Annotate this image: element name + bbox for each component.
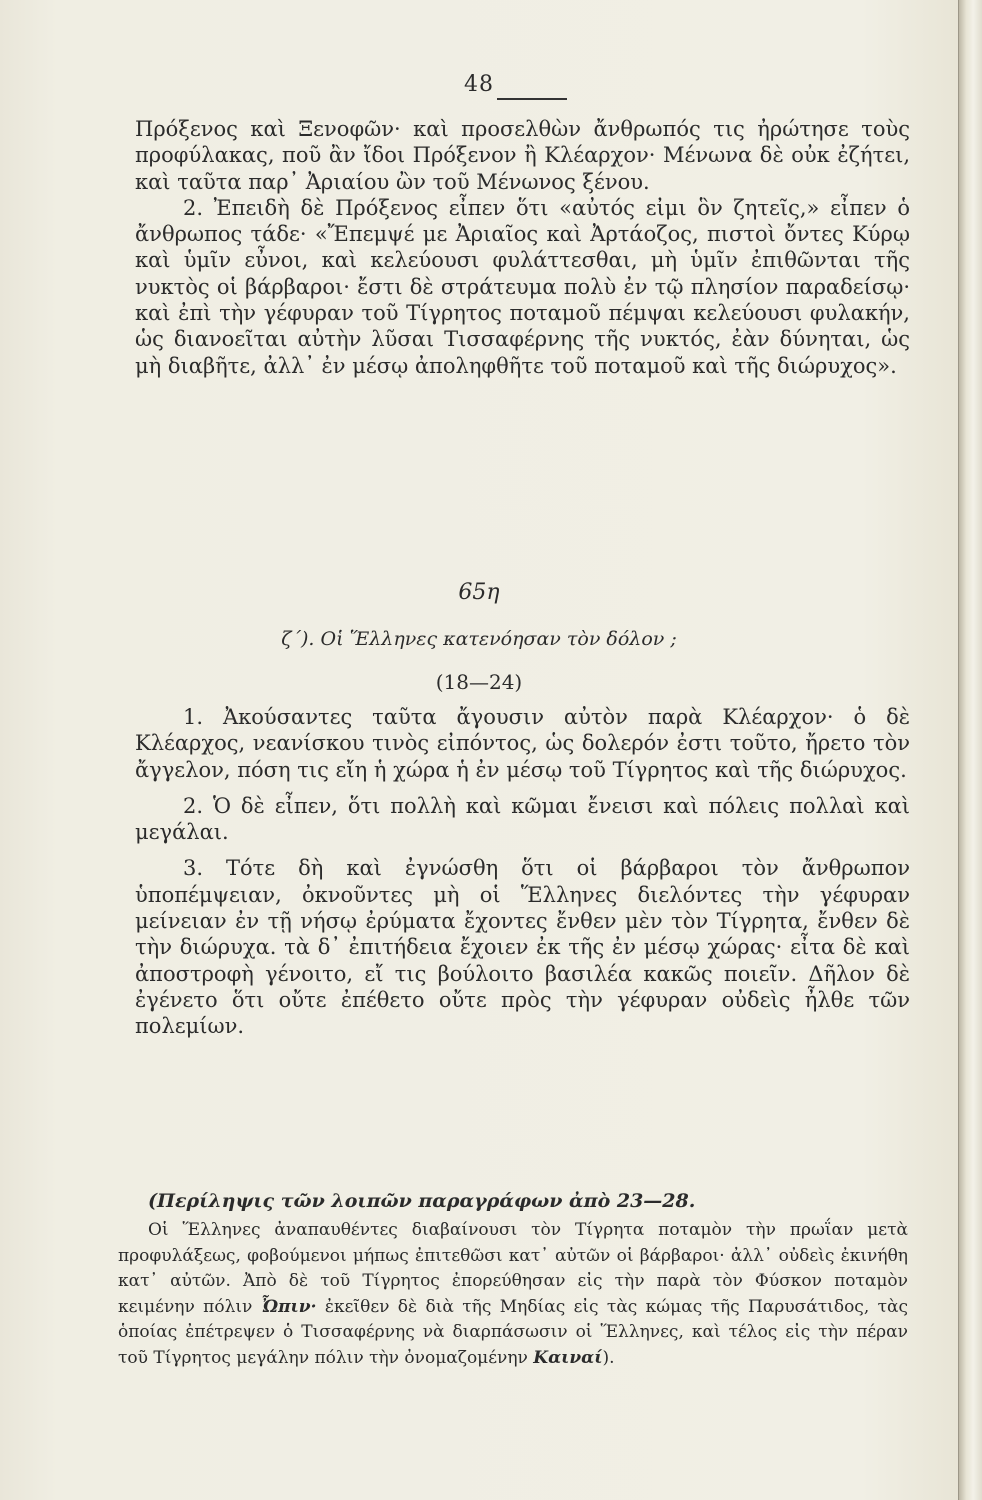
- summary-heading-text: (Περίληψις τῶν λοιπῶν παραγράφων ἀπὸ 23—28.: [148, 1190, 696, 1212]
- text-block-section: [135, 704, 910, 1040]
- place-kainai: Καιναί: [533, 1347, 603, 1368]
- summary-text-main: Οἱ Ἕλληνες ἀναπαυθέντες διαβαίνουσι τὸν Τίγρητα ποταμὸν τὴν πρωΐαν μετὰ προφυλάξεως, φοβούμενοι μήπως ἐπιτεθῶσι κατ᾽ αὐτῶν οἱ βάρβαροι· ἀλλ᾽ οὐδεὶς ἐκινήθη κατ᾽ αὐτῶν. Ἀπὸ δὲ τοῦ Τίγρητος ἐπορεύθησαν εἰς τὴν παρὰ τὸν Φύσκον ποταμὸν κειμένην πόλιν: [118, 1220, 908, 1317]
- section-paragraph-2: 2. Ὁ δὲ εἶπεν, ὅτι πολλὴ καὶ κῶμαι ἔνεισι καὶ πόλεις πολλαὶ καὶ μεγάλαι.: [135, 793, 910, 845]
- paragraph-2: 2. Ἐπειδὴ δὲ Πρόξενος εἶπεν ὅτι «αὐτός εἰμι ὃν ζητεῖς,» εἶπεν ὁ ἄνθρωπος τάδε· «Ἔπεμψέ με Ἀριαῖος καὶ Ἀρτάοζος, πιστοὶ ὄντες Κύρῳ καὶ ὑμῖν εὖνοι, καὶ κελεύουσι φυλάττεσθαι, μὴ ὑμῖν ἐπιθῶνται τῆς νυκτὸς οἱ βάρβαροι· ἔστι δὲ στράτευμα πολὺ ἐν τῷ πλησίον παραδείσῳ· καὶ ἐπὶ τὴν γέφυραν τοῦ Τίγρητος ποταμοῦ πέμψαι κελεύουσι φυλακήν, ὡς διανοεῖται αὐτὴν λῦσαι Τισσαφέρνης τῆς νυκτός, ἐὰν δύνηται, ὡς μὴ διαβῆτε, ἀλλ᾽ ἐν μέσῳ ἀποληφθῆτε τοῦ ποταμοῦ καὶ τῆς διώρυχος».: [135, 195, 910, 378]
- section-number: 65η: [458, 580, 500, 605]
- summary-text-end: ).: [602, 1347, 615, 1368]
- header-rule: [497, 98, 567, 100]
- summary-body: [118, 1218, 908, 1372]
- section-title: ζ΄). Οἱ Ἕλληνες κατενόησαν τὸν δόλον ;: [281, 628, 677, 650]
- page-edge: [958, 0, 982, 1500]
- top-paragraph: Πρόξενος καὶ Ξενοφῶν· καὶ προσελθὼν ἄνθρωπός τις ἠρώτησε τοὺς προφύλακας, ποῦ ἂν ἴδοι Πρόξενον ἢ Κλέαρχον· Μένωνα δὲ οὐκ ἐζήτει, καὶ ταῦτα παρ᾽ Ἀριαίου ὢν τοῦ Μένωνος ξένου.: [135, 117, 910, 194]
- summary-heading: [148, 1190, 695, 1212]
- section-paragraph-1: 1. Ἀκούσαντες ταῦτα ἄγουσιν αὐτὸν παρὰ Κλέαρχον· ὁ δὲ Κλέαρχος, νεανίσκου τινὸς εἰπόντος, ὡς δολερόν ἐστι τοῦτο, ἤρετο τὸν ἄγγελον, πόση τις εἴη ἡ χώρα ἡ ἐν μέσῳ τοῦ Τίγρητος καὶ τῆς διώρυχος.: [135, 705, 910, 782]
- page-number: 48: [464, 72, 494, 97]
- text-block-top: [135, 116, 910, 379]
- place-opis: Ὦπιν·: [260, 1296, 317, 1317]
- summary-text-mid: ἐκεῖθεν δὲ διὰ τῆς Μηδίας εἰς τὰς κώμας τῆς Παρυσάτιδος, τὰς ὁποίας ἐπέτρεψεν ὁ Τισσαφέρνης νὰ διαρπάσωσιν οἱ Ἕλληνες, καὶ τέλος εἰς τὴν πέραν τοῦ Τίγρητος μεγάλην πόλιν τὴν ὀνομαζομένην: [118, 1296, 908, 1368]
- section-range: (18—24): [435, 670, 523, 694]
- section-paragraph-3: 3. Τότε δὴ καὶ ἐγνώσθη ὅτι οἱ βάρβαροι τὸν ἄνθρωπον ὑποπέμψειαν, ὀκνοῦντες μὴ οἱ Ἕλληνες διελόντες τὴν γέφυραν μείνειαν ἐν τῇ νήσῳ ἐρύματα ἔχοντες ἔνθεν μὲν τὸν Τίγρητα, ἔνθεν δὲ τὴν διώρυχα. τὰ δ᾽ ἐπιτήδεια ἔχοιεν ἐκ τῆς ἐν μέσῳ χώρας· εἶτα δὲ καὶ ἀποστροφὴ γένοιτο, εἴ τις βούλοιτο βασιλέα κακῶς ποιεῖν. Δῆλον δὲ ἐγένετο ὅτι οὔτε ἐπέθετο οὔτε πρὸς τὴν γέφυραν οὐδεὶς ἦλθε τῶν πολεμίων.: [135, 856, 910, 1039]
